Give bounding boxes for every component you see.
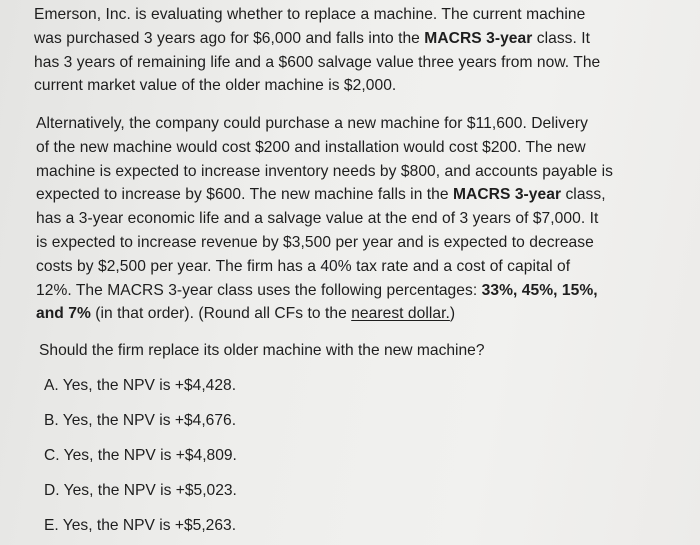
problem-paragraph-2	[36, 112, 676, 326]
paragraph-1-line-2-tail: class. It	[532, 29, 591, 47]
question-text: Should the firm replace its older machine with the new machine?	[39, 342, 485, 359]
macrs-last-percentage-bold: and 7%	[36, 305, 91, 323]
macrs-percentages-bold: 33%, 45%, 15%,	[481, 281, 598, 299]
paragraph-2-line-2: of the new machine would cost $200 and installation would cost $200. The new	[36, 138, 586, 156]
macrs-class-bold-2: MACRS 3-year	[453, 186, 562, 204]
answer-option-a[interactable]: A. Yes, the NPV is +$4,428.	[44, 377, 237, 394]
paragraph-2-line-5: has a 3-year economic life and a salvage value at the end of 3 years of $7,000. It	[36, 210, 599, 228]
answer-option-d[interactable]: D. Yes, the NPV is +$5,023.	[44, 482, 237, 499]
paragraph-2-line-9	[36, 302, 676, 326]
paragraph-1-line-2	[34, 27, 634, 51]
answer-option-c[interactable]: C. Yes, the NPV is +$4,809.	[44, 447, 237, 464]
paragraph-2-line-3: machine is expected to increase inventory needs by $800, and accounts payable is	[36, 162, 613, 180]
paragraph-2-line-9-close: )	[449, 305, 456, 323]
paragraph-1-line-3: has 3 years of remaining life and a $600 salvage value three years from now. The	[34, 53, 601, 71]
paragraph-2-line-8-text: 12%. The MACRS 3-year class uses the following percentages:	[36, 281, 482, 299]
paragraph-2-line-4	[36, 183, 676, 207]
paragraph-1-line-1: Emerson, Inc. is evaluating whether to replace a machine. The current machine	[34, 6, 586, 23]
nearest-dollar-underlined: nearest dollar.	[351, 305, 450, 323]
paragraph-2-line-8	[36, 279, 676, 303]
paragraph-2-line-9-text: (in that order). (Round all CFs to the	[90, 305, 352, 323]
paragraph-2-line-1: Alternatively, the company could purchase a new machine for $11,600. Delivery	[36, 115, 588, 132]
paragraph-1-line-4: current market value of the older machine is $2,000.	[34, 77, 397, 95]
paragraph-2-line-4-text: expected to increase by $600. The new machine falls in the	[36, 186, 454, 204]
macrs-class-bold-1: MACRS 3-year	[424, 29, 533, 47]
paragraph-1-line-2-text: was purchased 3 years ago for $6,000 and falls into the	[34, 29, 425, 47]
paragraph-2-line-7: costs by $2,500 per year. The firm has a 40% tax rate and a cost of capital of	[36, 257, 571, 275]
answer-option-b[interactable]: B. Yes, the NPV is +$4,676.	[44, 412, 237, 429]
paragraph-2-line-4-tail: class,	[561, 186, 606, 204]
answer-option-e[interactable]: E. Yes, the NPV is +$5,263.	[44, 517, 237, 534]
problem-paragraph-1	[34, 3, 634, 98]
paragraph-2-line-6: is expected to increase revenue by $3,500 per year and is expected to decrease	[36, 233, 594, 251]
